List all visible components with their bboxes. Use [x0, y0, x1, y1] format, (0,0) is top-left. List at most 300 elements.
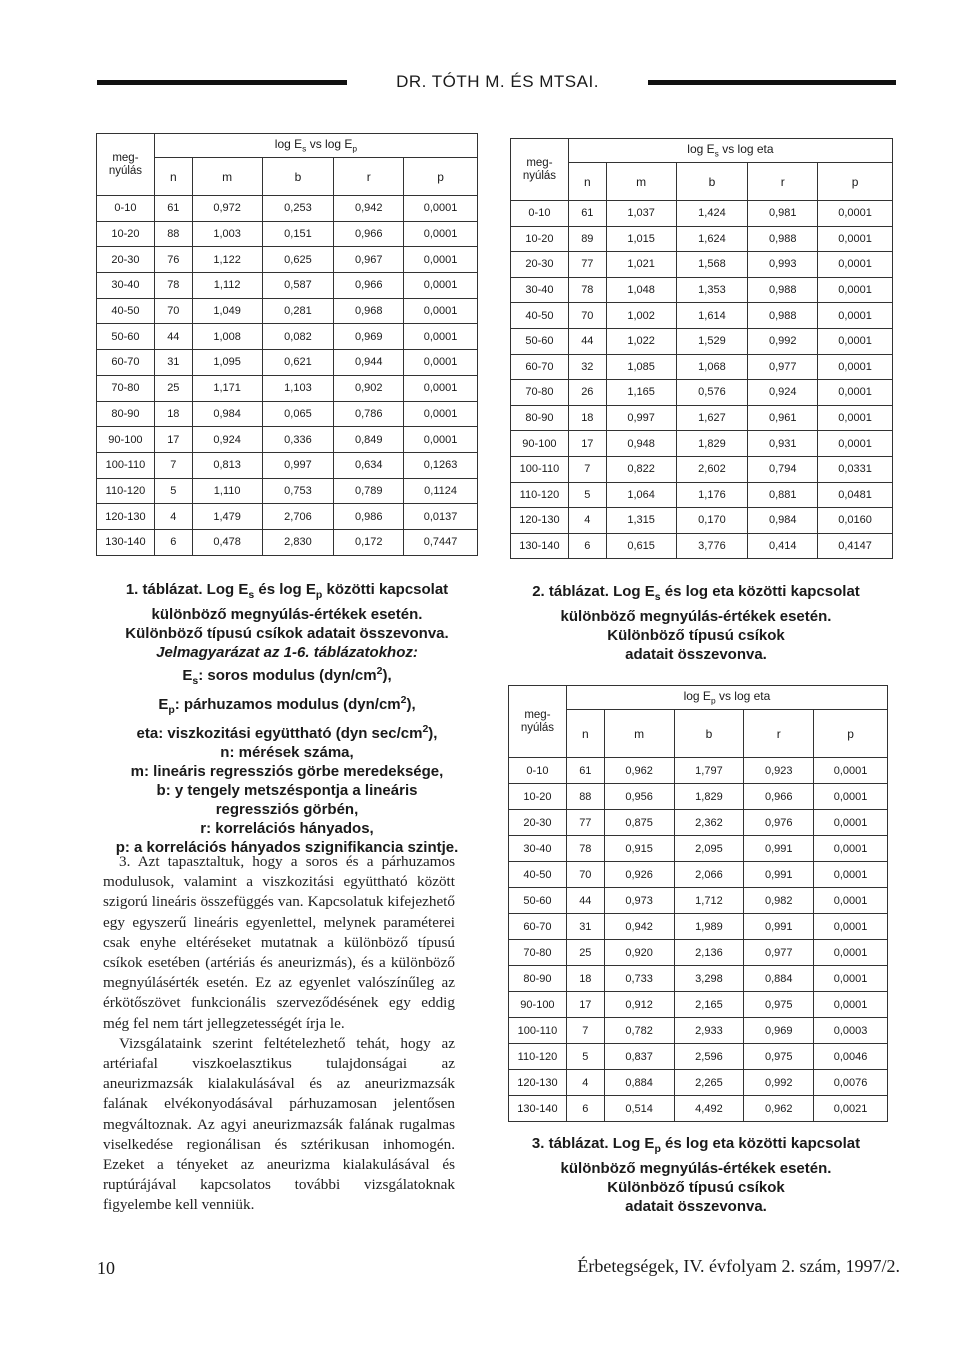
- value-cell-b: 1,103: [262, 375, 334, 401]
- value-cell-b: 1,353: [676, 277, 748, 303]
- value-cell-r: 0,981: [748, 201, 818, 227]
- stretch-range-cell: 20-30: [97, 247, 155, 273]
- stretch-range-cell: 30-40: [97, 273, 155, 299]
- value-cell-b: 0,170: [676, 508, 748, 534]
- value-cell-m: 1,110: [192, 478, 262, 504]
- column-header-p: p: [818, 163, 893, 201]
- column-header-r: r: [744, 710, 814, 758]
- value-cell-n: 5: [566, 1044, 604, 1070]
- value-cell-b: 2,095: [674, 836, 744, 862]
- value-cell-b: 2,706: [262, 504, 334, 530]
- caption-line: Különböző típusú csíkok: [607, 627, 785, 644]
- stretch-range-cell: 120-130: [509, 1070, 567, 1096]
- value-cell-b: 0,621: [262, 350, 334, 376]
- value-cell-b: 1,068: [676, 354, 748, 380]
- value-cell-b: 0,065: [262, 401, 334, 427]
- value-cell-b: 1,829: [676, 431, 748, 457]
- value-cell-r: 0,992: [744, 1070, 814, 1096]
- value-cell-m: 0,973: [604, 888, 674, 914]
- value-cell-b: 0,576: [676, 380, 748, 406]
- paragraph: 3. Azt tapasztaltuk, hogy a soros és a párhuzamos modulusok, valamint a viszkozitási együttható között szigorú lineáris összefüggés van. Kapcsolatuk kifejezhető egy egyszerű lineáris egyenlettel, melynek paraméterei csak enyhe eltéréseket mutatnak a különböző típusú csíkok esetében (artériás és aneurizmás), és a különböző megnyúlásérték esetén. Ez az egyenlet valószínűleg az érkötőszövet funkcionális szerveződésének egy eddig még fel nem tárt jellegzetességét írja le.: [103, 853, 455, 1032]
- value-cell-b: 2,933: [674, 1018, 744, 1044]
- value-cell-m: 0,615: [606, 533, 676, 559]
- value-cell-b: 0,082: [262, 324, 334, 350]
- value-cell-m: 1,048: [606, 277, 676, 303]
- table-row: [97, 350, 478, 376]
- legend-line: b: y tengely metszéspontja a lineáris: [156, 782, 418, 799]
- value-cell-m: 0,997: [606, 405, 676, 431]
- value-cell-m: 0,912: [604, 992, 674, 1018]
- table-row: [509, 1070, 888, 1096]
- value-cell-r: 0,786: [334, 401, 404, 427]
- stretch-range-cell: 90-100: [509, 992, 567, 1018]
- value-cell-r: 0,988: [748, 226, 818, 252]
- value-cell-m: 1,112: [192, 273, 262, 299]
- value-cell-r: 0,884: [744, 966, 814, 992]
- caption-line: Különböző típusú csíkok: [607, 1179, 785, 1196]
- value-cell-n: 70: [154, 298, 192, 324]
- value-cell-b: 2,362: [674, 810, 744, 836]
- caption-line: 3. táblázat. Log $E_p$ és log eta közötti kapcsolat: [531, 1135, 861, 1155]
- table-row: [511, 380, 893, 406]
- journal-footer: Érbetegségek, IV. évfolyam 2. szám, 1997/2.: [577, 1256, 900, 1276]
- legend-title: Jelmagyarázat az 1-6. táblázatokhoz:: [156, 644, 418, 661]
- table-row: [511, 252, 893, 278]
- caption-line: adatait összevonva.: [625, 646, 767, 663]
- table-row: [511, 354, 893, 380]
- table-row: [97, 452, 478, 478]
- value-cell-p: 0,0001: [818, 328, 893, 354]
- value-cell-m: 1,022: [606, 328, 676, 354]
- stretch-range-cell: 110-120: [509, 1044, 567, 1070]
- table-row: [509, 992, 888, 1018]
- value-cell-m: 0,822: [606, 456, 676, 482]
- value-cell-n: 89: [568, 226, 606, 252]
- value-cell-n: 18: [568, 405, 606, 431]
- table-row: [97, 529, 478, 555]
- value-cell-b: 2,165: [674, 992, 744, 1018]
- column-header-p: p: [814, 710, 888, 758]
- value-cell-r: 0,976: [744, 810, 814, 836]
- value-cell-m: 1,049: [192, 298, 262, 324]
- value-cell-b: 1,568: [676, 252, 748, 278]
- value-cell-r: 0,967: [334, 247, 404, 273]
- value-cell-n: 31: [154, 350, 192, 376]
- value-cell-n: 18: [154, 401, 192, 427]
- stretch-range-cell: 10-20: [511, 226, 569, 252]
- value-cell-m: 1,003: [192, 221, 262, 247]
- value-cell-p: 0,0001: [404, 221, 478, 247]
- value-cell-m: 0,915: [604, 836, 674, 862]
- column-header-m: m: [604, 710, 674, 758]
- table-row: [97, 273, 478, 299]
- stretch-range-cell: 80-90: [511, 405, 569, 431]
- table-row: [509, 888, 888, 914]
- table-row: [509, 810, 888, 836]
- column-header-b: b: [676, 163, 748, 201]
- value-cell-m: 0,733: [604, 966, 674, 992]
- stretch-range-cell: 130-140: [509, 1096, 567, 1122]
- value-cell-p: 0,0001: [814, 758, 888, 784]
- stretch-range-cell: 130-140: [97, 529, 155, 555]
- table-row: [509, 966, 888, 992]
- value-cell-b: 0,587: [262, 273, 334, 299]
- stretch-range-cell: 0-10: [509, 758, 567, 784]
- table-3-title: $\log E_p$ vs log eta: [566, 686, 887, 710]
- table-row: [509, 862, 888, 888]
- stretch-range-cell: 80-90: [509, 966, 567, 992]
- value-cell-b: 2,066: [674, 862, 744, 888]
- stretch-range-cell: 60-70: [97, 350, 155, 376]
- stretch-range-cell: 110-120: [97, 478, 155, 504]
- value-cell-n: 6: [154, 529, 192, 555]
- value-cell-p: 0,0001: [404, 401, 478, 427]
- value-cell-p: 0,0001: [404, 350, 478, 376]
- table-row: [97, 298, 478, 324]
- table-row: [511, 328, 893, 354]
- value-cell-p: 0,0001: [814, 914, 888, 940]
- stretch-range-cell: 130-140: [511, 533, 569, 559]
- value-cell-r: 0,961: [748, 405, 818, 431]
- value-cell-b: 1,624: [676, 226, 748, 252]
- stretch-range-cell: 20-30: [509, 810, 567, 836]
- stretch-range-cell: 0-10: [97, 196, 155, 222]
- stretch-range-cell: 40-50: [511, 303, 569, 329]
- stretch-range-cell: 10-20: [509, 784, 567, 810]
- caption-line: Különböző típusú csíkok adatait összevonva.: [125, 625, 449, 642]
- value-cell-m: 0,837: [604, 1044, 674, 1070]
- table-row: [511, 277, 893, 303]
- value-cell-r: 0,962: [744, 1096, 814, 1122]
- value-cell-p: 0,0001: [818, 303, 893, 329]
- value-cell-p: 0,0001: [404, 247, 478, 273]
- value-cell-r: 0,988: [748, 277, 818, 303]
- value-cell-m: 0,956: [604, 784, 674, 810]
- value-cell-r: 0,944: [334, 350, 404, 376]
- table-row: [511, 226, 893, 252]
- value-cell-n: 6: [566, 1096, 604, 1122]
- value-cell-p: 0,0481: [818, 482, 893, 508]
- value-cell-m: 1,095: [192, 350, 262, 376]
- value-cell-b: 1,529: [676, 328, 748, 354]
- table-row: [511, 482, 893, 508]
- value-cell-p: 0,0001: [404, 273, 478, 299]
- value-cell-n: 44: [568, 328, 606, 354]
- stretch-range-cell: 30-40: [511, 277, 569, 303]
- stretch-range-cell: 100-110: [511, 456, 569, 482]
- legend-line: $E_p$: párhuzamos modulus $(dyn/cm^2)$,: [158, 694, 416, 716]
- value-cell-b: 1,627: [676, 405, 748, 431]
- stretch-range-cell: 10-20: [97, 221, 155, 247]
- value-cell-r: 0,984: [748, 508, 818, 534]
- value-cell-b: 1,176: [676, 482, 748, 508]
- value-cell-n: 70: [568, 303, 606, 329]
- column-header-stretch: meg- nyúlás: [97, 134, 155, 196]
- table-row: [511, 533, 893, 559]
- value-cell-n: 77: [566, 810, 604, 836]
- table-row: [511, 201, 893, 227]
- value-cell-r: 0,975: [744, 1044, 814, 1070]
- header-rule-left: [97, 80, 347, 85]
- value-cell-r: 0,881: [748, 482, 818, 508]
- table-row: [511, 405, 893, 431]
- value-cell-m: 1,122: [192, 247, 262, 273]
- legend-line: $E_s$: soros modulus $(dyn/cm^2)$,: [182, 665, 392, 687]
- value-cell-r: 0,968: [334, 298, 404, 324]
- value-cell-m: 1,165: [606, 380, 676, 406]
- value-cell-n: 44: [154, 324, 192, 350]
- value-cell-m: 0,948: [606, 431, 676, 457]
- legend-line: n: mérések száma,: [220, 744, 354, 761]
- value-cell-p: 0,0001: [814, 966, 888, 992]
- table-1: [96, 133, 478, 556]
- value-cell-n: 78: [154, 273, 192, 299]
- value-cell-m: 1,085: [606, 354, 676, 380]
- caption-line: különböző megnyúlás-értékek esetén.: [560, 608, 832, 625]
- value-cell-m: 0,962: [604, 758, 674, 784]
- value-cell-p: 0,0001: [818, 226, 893, 252]
- stretch-range-cell: 100-110: [509, 1018, 567, 1044]
- table-row: [509, 1044, 888, 1070]
- value-cell-p: 0,0001: [404, 427, 478, 453]
- table-row: [97, 427, 478, 453]
- value-cell-b: 0,336: [262, 427, 334, 453]
- stretch-range-cell: 100-110: [97, 452, 155, 478]
- caption-line: 2. táblázat. Log $E_s$ és log eta közötti kapcsolat: [532, 583, 860, 603]
- value-cell-n: 70: [566, 862, 604, 888]
- page-number: 10: [97, 1258, 115, 1278]
- body-text: [103, 852, 455, 1216]
- value-cell-b: 2,136: [674, 940, 744, 966]
- table-row: [97, 196, 478, 222]
- paragraph: Vizsgálataink szerint feltételezhető tehát, hogy az artériafal viszkoelasztikus tulajdonságai az aneurizmazsák kialakulásával és az aneurizmazsák falának elvékonyodásával párhuzamosan jelentősen megváltoznak. Az agyi aneurizmazsák falának rugalmas viselkedése regionálisan és sztérikusan inhomogén. Ezeket a tényeket az aneurizma kialakulásával és ruptúrájával kapcsolatos további vizsgálatoknak figyelembe kell venniük.: [103, 1034, 455, 1214]
- value-cell-n: 4: [154, 504, 192, 530]
- value-cell-n: 6: [568, 533, 606, 559]
- table-row: [97, 221, 478, 247]
- value-cell-p: 0,0001: [404, 298, 478, 324]
- table-1-title: $\log E_s$ vs $\log E_p$: [154, 134, 477, 158]
- table-1-caption: [96, 580, 478, 857]
- table-3-caption: [500, 1134, 892, 1216]
- column-header-m: m: [606, 163, 676, 201]
- value-cell-p: 0,7447: [404, 529, 478, 555]
- value-cell-r: 0,988: [748, 303, 818, 329]
- value-cell-r: 0,414: [748, 533, 818, 559]
- stretch-range-cell: 20-30: [511, 252, 569, 278]
- value-cell-p: 0,0331: [818, 456, 893, 482]
- column-header-stretch: meg- nyúlás: [509, 686, 567, 758]
- column-header-m: m: [192, 158, 262, 196]
- stretch-range-cell: 70-80: [97, 375, 155, 401]
- stretch-range-cell: 120-130: [97, 504, 155, 530]
- value-cell-r: 0,982: [744, 888, 814, 914]
- value-cell-m: 0,875: [604, 810, 674, 836]
- value-cell-m: 0,514: [604, 1096, 674, 1122]
- value-cell-r: 0,794: [748, 456, 818, 482]
- stretch-range-cell: 50-60: [97, 324, 155, 350]
- value-cell-n: 4: [568, 508, 606, 534]
- value-cell-n: 5: [154, 478, 192, 504]
- value-cell-n: 32: [568, 354, 606, 380]
- legend-line: p: a korrelációs hányados szignifikancia szintje.: [115, 839, 459, 856]
- value-cell-p: 0,0046: [814, 1044, 888, 1070]
- value-cell-m: 1,015: [606, 226, 676, 252]
- value-cell-m: 0,920: [604, 940, 674, 966]
- table-row: [509, 940, 888, 966]
- running-head: DR. TÓTH M. ÉS MTSAI.: [396, 72, 599, 91]
- value-cell-p: 0,0001: [818, 252, 893, 278]
- table-2-caption: [500, 582, 892, 664]
- stretch-range-cell: 40-50: [97, 298, 155, 324]
- caption-line: különböző megnyúlás-értékek esetén.: [560, 1160, 832, 1177]
- value-cell-n: 18: [566, 966, 604, 992]
- value-cell-p: 0,0001: [818, 380, 893, 406]
- value-cell-r: 0,966: [744, 784, 814, 810]
- value-cell-n: 26: [568, 380, 606, 406]
- value-cell-n: 61: [568, 201, 606, 227]
- value-cell-r: 0,942: [334, 196, 404, 222]
- column-header-r: r: [334, 158, 404, 196]
- value-cell-n: 78: [568, 277, 606, 303]
- value-cell-r: 0,975: [744, 992, 814, 1018]
- value-cell-b: 0,151: [262, 221, 334, 247]
- table-row: [509, 836, 888, 862]
- value-cell-b: 0,997: [262, 452, 334, 478]
- value-cell-p: 0,0001: [818, 354, 893, 380]
- value-cell-m: 1,002: [606, 303, 676, 329]
- value-cell-m: 1,064: [606, 482, 676, 508]
- value-cell-m: 0,782: [604, 1018, 674, 1044]
- value-cell-p: 0,0001: [814, 784, 888, 810]
- value-cell-m: 0,478: [192, 529, 262, 555]
- value-cell-n: 88: [566, 784, 604, 810]
- value-cell-n: 7: [566, 1018, 604, 1044]
- value-cell-p: 0,0003: [814, 1018, 888, 1044]
- value-cell-r: 0,966: [334, 221, 404, 247]
- value-cell-m: 1,037: [606, 201, 676, 227]
- value-cell-n: 7: [568, 456, 606, 482]
- value-cell-n: 61: [566, 758, 604, 784]
- value-cell-p: 0,0001: [814, 836, 888, 862]
- value-cell-r: 0,991: [744, 914, 814, 940]
- value-cell-r: 0,992: [748, 328, 818, 354]
- value-cell-b: 3,776: [676, 533, 748, 559]
- value-cell-m: 1,315: [606, 508, 676, 534]
- value-cell-p: 0,1263: [404, 452, 478, 478]
- legend-line: regressziós görbén,: [215, 801, 359, 818]
- value-cell-n: 25: [154, 375, 192, 401]
- value-cell-b: 1,989: [674, 914, 744, 940]
- value-cell-r: 0,924: [748, 380, 818, 406]
- table-row: [97, 504, 478, 530]
- column-header-stretch: meg- nyúlás: [511, 139, 569, 201]
- value-cell-b: 0,753: [262, 478, 334, 504]
- legend-line: m: lineáris regressziós görbe meredeksége,: [130, 763, 444, 780]
- value-cell-r: 0,789: [334, 478, 404, 504]
- value-cell-m: 0,884: [604, 1070, 674, 1096]
- value-cell-p: 0,0001: [404, 324, 478, 350]
- value-cell-b: 1,797: [674, 758, 744, 784]
- legend-line: eta: viszkozitási együttható (dyn $\sec/cm^2$),: [136, 723, 438, 742]
- value-cell-n: 61: [154, 196, 192, 222]
- column-header-b: b: [674, 710, 744, 758]
- value-cell-n: 17: [568, 431, 606, 457]
- table-row: [97, 375, 478, 401]
- value-cell-b: 3,298: [674, 966, 744, 992]
- value-cell-p: 0,0021: [814, 1096, 888, 1122]
- stretch-range-cell: 90-100: [511, 431, 569, 457]
- header-rule-right: [648, 80, 896, 85]
- value-cell-r: 0,977: [744, 940, 814, 966]
- value-cell-p: 0,0001: [814, 888, 888, 914]
- table-row: [97, 324, 478, 350]
- table-3: [508, 685, 888, 1122]
- value-cell-m: 1,008: [192, 324, 262, 350]
- stretch-range-cell: 70-80: [509, 940, 567, 966]
- value-cell-r: 0,966: [334, 273, 404, 299]
- table-row: [509, 784, 888, 810]
- legend-line: r: korrelációs hányados,: [200, 820, 374, 837]
- value-cell-r: 0,986: [334, 504, 404, 530]
- value-cell-b: 4,492: [674, 1096, 744, 1122]
- value-cell-r: 0,991: [744, 862, 814, 888]
- value-cell-p: 0,0001: [404, 375, 478, 401]
- value-cell-n: 5: [568, 482, 606, 508]
- value-cell-n: 76: [154, 247, 192, 273]
- stretch-range-cell: 40-50: [509, 862, 567, 888]
- value-cell-p: 0,0001: [818, 201, 893, 227]
- table-row: [511, 431, 893, 457]
- table-row: [509, 1096, 888, 1122]
- value-cell-p: 0,0001: [814, 862, 888, 888]
- value-cell-m: 1,021: [606, 252, 676, 278]
- stretch-range-cell: 30-40: [509, 836, 567, 862]
- table-row: [511, 508, 893, 534]
- value-cell-b: 1,614: [676, 303, 748, 329]
- value-cell-n: 78: [566, 836, 604, 862]
- value-cell-m: 0,942: [604, 914, 674, 940]
- table-row: [97, 401, 478, 427]
- table-row: [511, 456, 893, 482]
- value-cell-m: 0,813: [192, 452, 262, 478]
- value-cell-r: 0,969: [334, 324, 404, 350]
- value-cell-r: 0,902: [334, 375, 404, 401]
- value-cell-b: 1,712: [674, 888, 744, 914]
- value-cell-m: 0,924: [192, 427, 262, 453]
- table-row: [509, 914, 888, 940]
- caption-line: adatait összevonva.: [625, 1198, 767, 1215]
- value-cell-n: 17: [154, 427, 192, 453]
- value-cell-n: 25: [566, 940, 604, 966]
- value-cell-n: 31: [566, 914, 604, 940]
- value-cell-p: 0,0001: [404, 196, 478, 222]
- value-cell-r: 0,923: [744, 758, 814, 784]
- value-cell-r: 0,969: [744, 1018, 814, 1044]
- value-cell-n: 4: [566, 1070, 604, 1096]
- value-cell-n: 44: [566, 888, 604, 914]
- value-cell-b: 2,596: [674, 1044, 744, 1070]
- value-cell-p: 0,0001: [814, 940, 888, 966]
- table-2-title: $\log E_s$ vs log eta: [568, 139, 892, 163]
- value-cell-p: 0,0001: [818, 277, 893, 303]
- value-cell-n: 88: [154, 221, 192, 247]
- value-cell-m: 0,972: [192, 196, 262, 222]
- value-cell-p: 0,4147: [818, 533, 893, 559]
- value-cell-p: 0,0001: [814, 992, 888, 1018]
- column-header-n: n: [568, 163, 606, 201]
- value-cell-n: 7: [154, 452, 192, 478]
- stretch-range-cell: 60-70: [509, 914, 567, 940]
